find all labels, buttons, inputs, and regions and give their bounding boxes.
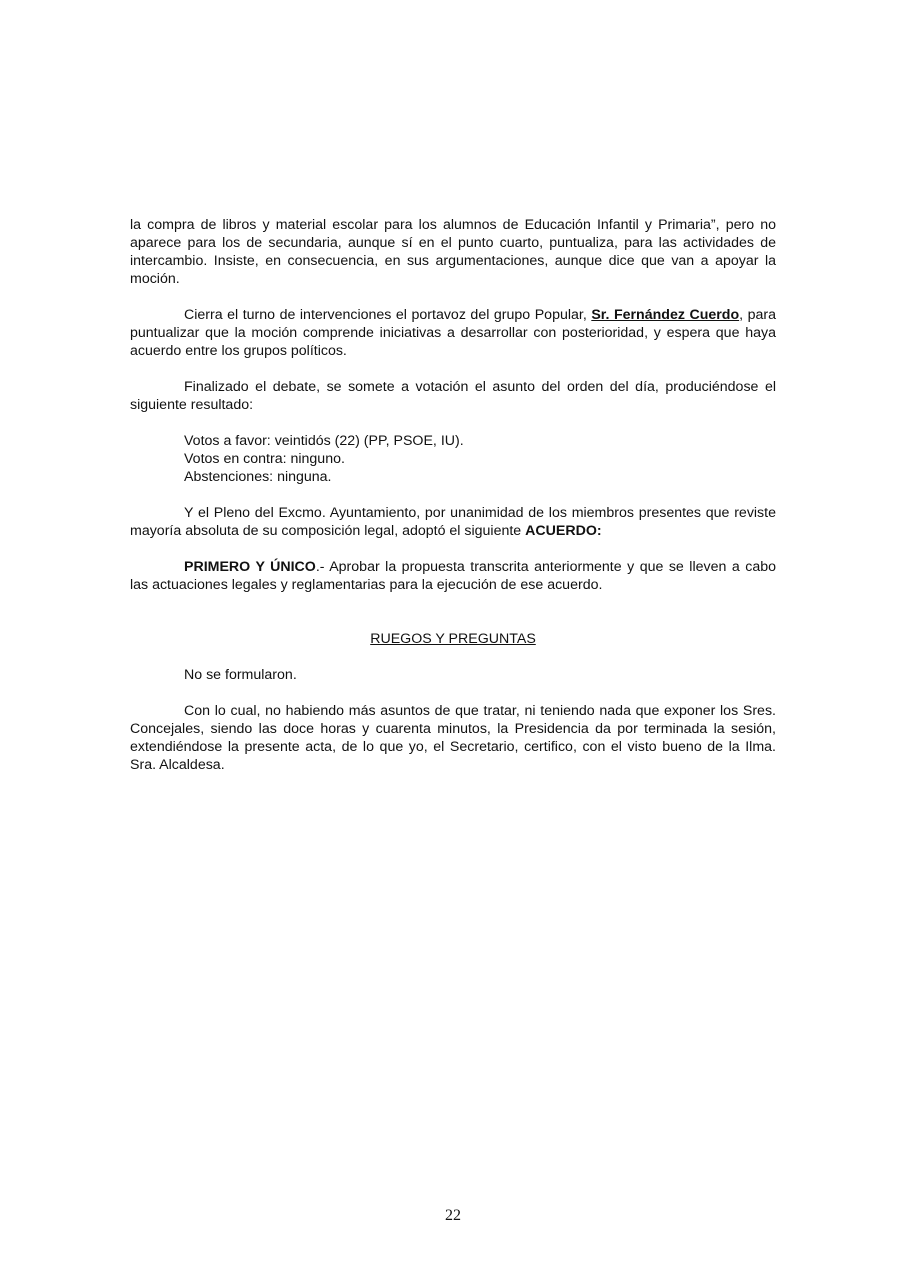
section-heading: RUEGOS Y PREGUNTAS bbox=[370, 631, 536, 647]
paragraph-continuation: la compra de libros y material escolar para los alumnos de Educación Infantil y Primaria”, pero no aparece para los de secundaria, aunque sí en el punto cuarto, puntualiza, para las actividades de intercambio. Insiste, en consecuencia, en sus argumentaciones, aunque dice que van a apoyar la moción. bbox=[130, 217, 776, 287]
agreement-item-label: PRIMERO Y ÚNICO bbox=[184, 559, 316, 575]
agreement-label: ACUERDO: bbox=[525, 523, 602, 539]
paragraph-text: , para puntualizar que la moción comprende iniciativas a desarrollar con posterioridad, y espera que haya acuerdo entre los grupos políticos. bbox=[130, 307, 776, 359]
document-body bbox=[130, 216, 776, 774]
vote-results bbox=[184, 432, 776, 486]
paragraph-no-questions: No se formularon. bbox=[184, 667, 297, 683]
votes-against: Votos en contra: ninguno. bbox=[184, 451, 345, 467]
paragraph-agreement bbox=[130, 558, 776, 594]
paragraph-text: Cierra el turno de intervenciones el portavoz del grupo Popular, bbox=[184, 307, 592, 323]
paragraph-text: Y el Pleno del Excmo. Ayuntamiento, por unanimidad de los miembros presentes que reviste mayoría absoluta de su composición legal, adoptó el siguiente bbox=[130, 505, 776, 539]
paragraph-closing-turn bbox=[130, 306, 776, 360]
page-number: 22 bbox=[445, 1207, 461, 1224]
paragraph-resolution bbox=[130, 504, 776, 540]
paragraph-vote-intro: Finalizado el debate, se somete a votación el asunto del orden del día, produciéndose el siguiente resultado: bbox=[130, 379, 776, 413]
votes-in-favor: Votos a favor: veintidós (22) (PP, PSOE, IU). bbox=[184, 433, 464, 449]
paragraph-closing: Con lo cual, no habiendo más asuntos de que tratar, ni teniendo nada que exponer los Sres. Concejales, siendo las doce horas y cuarenta minutos, la Presidencia da por terminada la sesión, extendiéndose la presente acta, de lo que yo, el Secretario, certifico, con el visto bueno de la Ilma. Sra. Alcaldesa. bbox=[130, 703, 776, 773]
paragraph-text: .- Aprobar la propuesta transcrita anteriormente y que se lleven a cabo las actuaciones legales y reglamentarias para la ejecución de ese acuerdo. bbox=[130, 559, 776, 593]
abstentions: Abstenciones: ninguna. bbox=[184, 469, 332, 485]
speaker-name: Sr. Fernández Cuerdo bbox=[591, 307, 740, 323]
